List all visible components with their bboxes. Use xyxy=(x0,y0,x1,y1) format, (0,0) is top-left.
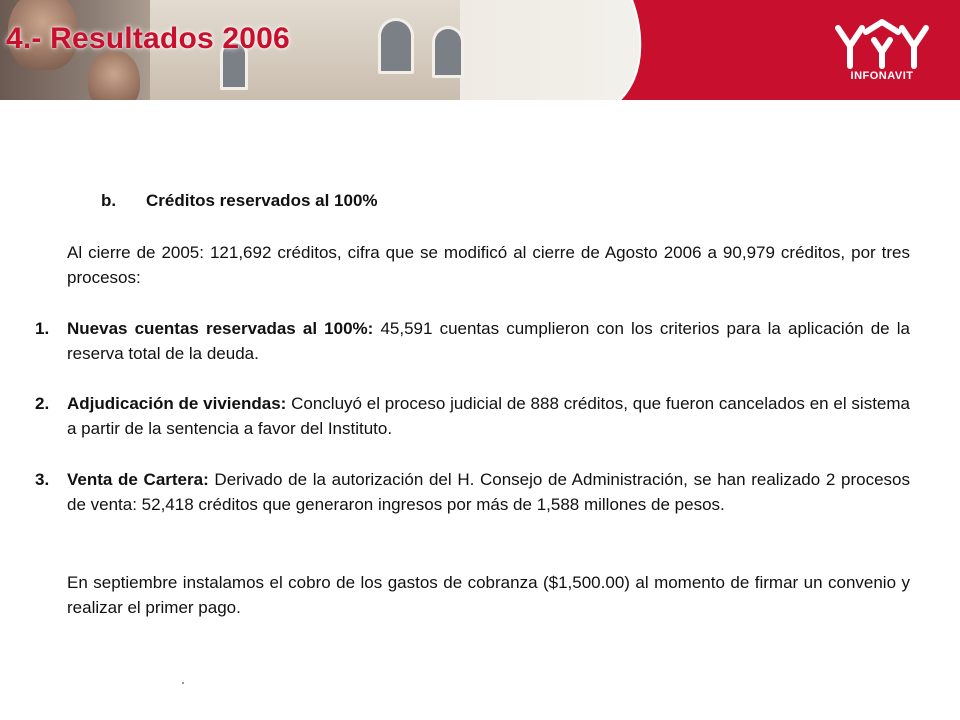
section-heading xyxy=(101,188,378,213)
list-item-label: Adjudicación de viviendas: xyxy=(67,394,287,413)
closing-paragraph: En septiembre instalamos el cobro de los gastos de cobranza ($1,500.00) al momento de firmar un convenio y realizar el primer pago. xyxy=(67,573,910,617)
list-item-label: Venta de Cartera: xyxy=(67,470,209,489)
list-item xyxy=(35,391,910,441)
list-item-text: 45,591 cuentas cumplieron con los criterios para la aplicación de la reserva total de la deuda. xyxy=(67,319,910,363)
list-item xyxy=(35,467,910,517)
list-item-body xyxy=(67,467,910,517)
page-title: 4.- Resultados 2006 xyxy=(6,22,290,55)
list-item-label: Nuevas cuentas reservadas al 100%: xyxy=(67,319,374,338)
list-item-text: Derivado de la autorización del H. Consejo de Administración, se han realizado 2 procesos de venta: 52,418 créditos que generaron ingresos por más de 1,588 millones de pesos. xyxy=(67,470,910,514)
list-item xyxy=(35,316,910,366)
list-item-body xyxy=(67,391,910,441)
list-item-number: 2. xyxy=(35,394,50,413)
list-item-text: Concluyó el proceso judicial de 888 créditos, que fueron cancelados en el sistema a partir de la sentencia a favor del Instituto. xyxy=(67,394,910,438)
list-item-body xyxy=(67,316,910,366)
list-item-number: 3. xyxy=(35,470,50,489)
section-letter: b. xyxy=(101,191,117,210)
logo-wordmark: INFONAVIT xyxy=(850,70,914,82)
section-heading-text: Créditos reservados al 100% xyxy=(146,191,378,210)
intro-paragraph: Al cierre de 2005: 121,692 créditos, cifra que se modificó al cierre de Agosto 2006 a 90,979 créditos, por tres procesos: xyxy=(67,243,910,287)
list-item-number: 1. xyxy=(35,319,50,338)
stray-dot xyxy=(182,682,184,684)
